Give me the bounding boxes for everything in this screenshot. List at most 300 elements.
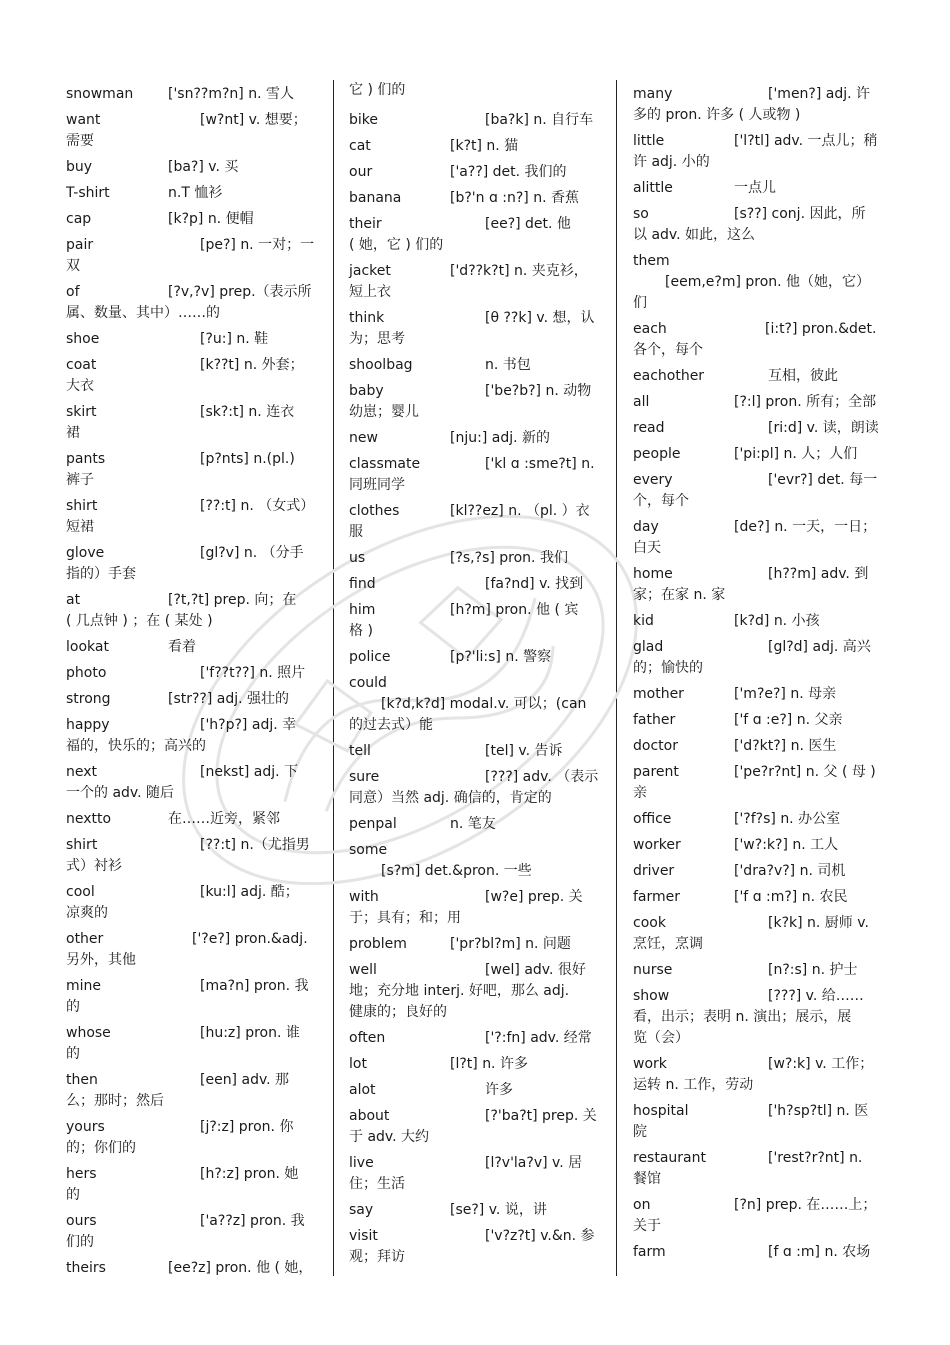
- vocabulary-entry: [349, 1153, 601, 1195]
- entry-word: pair: [66, 237, 94, 253]
- entry-pronunciation: ['v?z?t]: [485, 1228, 536, 1244]
- entry-definition: 一点儿: [734, 180, 776, 196]
- entry-definition-continued: 式）衬衫: [66, 858, 122, 874]
- entry-definition: n. 照片: [259, 665, 306, 681]
- entry-pronunciation: [h?:z]: [200, 1166, 240, 1182]
- vocabulary-entry: [66, 1117, 318, 1159]
- entry-definition-continued: 福的，快乐的；高兴的: [66, 738, 206, 754]
- vocabulary-entry: [66, 543, 318, 585]
- entry-word: lot: [349, 1056, 367, 1072]
- vocabulary-entry: [66, 1070, 318, 1112]
- vocabulary-entry: [349, 814, 601, 835]
- entry-pronunciation: [ku:l]: [200, 884, 237, 900]
- entry-word: cool: [66, 884, 95, 900]
- entry-word: home: [633, 566, 673, 582]
- vocabulary-entry: [349, 1200, 601, 1221]
- entry-pronunciation: ['?:fn]: [485, 1030, 526, 1046]
- entry-definition: v. 说，讲: [488, 1202, 547, 1218]
- vocabulary-entry: [349, 110, 601, 131]
- vocabulary-entry: [349, 308, 601, 350]
- entry-word: glad: [633, 639, 664, 655]
- entry-definition-continued: 裤子: [66, 472, 94, 488]
- entry-definition-continued: 属、数量、其中）……的: [66, 305, 220, 321]
- entry-definition-continued: 另外，其他: [66, 952, 136, 968]
- entry-definition: v. 居: [552, 1155, 583, 1171]
- entry-word: glove: [66, 545, 105, 561]
- entry-definition: pron.&det.: [801, 321, 877, 337]
- vocabulary-entry: [633, 84, 885, 126]
- entry-word: classmate: [349, 456, 421, 472]
- entry-definition: n. 一天，一日；: [774, 519, 877, 535]
- entry-definition: n. 农场: [824, 1244, 871, 1260]
- vocabulary-entry: [349, 428, 601, 449]
- vocabulary-entry: [66, 209, 318, 230]
- entry-word: on: [633, 1197, 651, 1213]
- entry-definition: n. 香蕉: [533, 190, 580, 206]
- entry-definition: n. 父亲: [796, 712, 843, 728]
- entry-word: T-shirt: [66, 185, 110, 201]
- vocabulary-entry: [349, 934, 601, 955]
- entry-definition-continued: 幼崽；婴儿: [349, 404, 419, 420]
- entry-pronunciation: ['f ɑ :m?]: [734, 889, 798, 905]
- entry-word: tell: [349, 743, 371, 759]
- entry-continuation: [349, 80, 601, 101]
- vocabulary-entry: [349, 355, 601, 376]
- entry-definition: v. 想要；: [248, 112, 307, 128]
- vocabulary-entry: [349, 960, 601, 1023]
- entry-word: well: [349, 962, 377, 978]
- vocabulary-entry: [633, 611, 885, 632]
- vocabulary-entry: [633, 319, 885, 361]
- entry-word: problem: [349, 936, 407, 952]
- entry-definition: n. 猫: [486, 138, 519, 154]
- entry-definition: prep. 向；在: [213, 592, 297, 608]
- vocabulary-entry: [633, 637, 885, 679]
- entry-definition-continued: 双: [66, 258, 80, 274]
- entry-definition: n. （女式）: [240, 498, 315, 514]
- entry-word: photo: [66, 665, 107, 681]
- entry-definition-continued: 健康的；良好的: [349, 1004, 447, 1020]
- vocabulary-entry: [633, 1195, 885, 1237]
- entry-pronunciation: [sk?:t]: [200, 404, 244, 420]
- entry-word: jacket: [349, 263, 391, 279]
- entry-word: our: [349, 164, 373, 180]
- entry-definition: n. （pl. ）衣: [508, 503, 590, 519]
- entry-word: about: [349, 1108, 390, 1124]
- entry-pronunciation: ['be?b?]: [485, 383, 542, 399]
- entry-pronunciation: [fa?nd]: [485, 576, 535, 592]
- entry-definition: v. 告诉: [518, 743, 563, 759]
- entry-word: next: [66, 764, 98, 780]
- entry-definition-continued: 为；思考: [349, 331, 405, 347]
- entry-definition: n. 自行车: [533, 112, 594, 128]
- entry-pronunciation: ['m?e?]: [734, 686, 786, 702]
- entry-word: so: [633, 206, 649, 222]
- entry-word: want: [66, 112, 101, 128]
- entry-definition-continued: 短上衣: [349, 284, 391, 300]
- entry-definition: v. 想，认: [536, 310, 595, 326]
- entry-pronunciation: [tel]: [485, 743, 514, 759]
- entry-definition: [s?m] det.&pron. 一些: [381, 863, 532, 879]
- vocabulary-entry: [633, 470, 885, 512]
- entry-pronunciation: [hu:z]: [200, 1025, 241, 1041]
- entry-definition: v. 买: [208, 159, 239, 175]
- entry-pronunciation: ['dra?v?]: [734, 863, 796, 879]
- vocabulary-entry: [349, 767, 601, 809]
- entry-definition-continued: 个，每个: [633, 493, 689, 509]
- entry-pronunciation: ['evr?]: [768, 472, 813, 488]
- entry-pronunciation: [ba?k]: [485, 112, 529, 128]
- entry-pronunciation: [?n]: [734, 1197, 762, 1213]
- entry-definition: adj. 幸: [251, 717, 297, 733]
- entry-word: lookat: [66, 639, 109, 655]
- entry-definition: n. 医生: [790, 738, 837, 754]
- entry-pronunciation: [?s,?s]: [450, 550, 495, 566]
- entry-pronunciation: ['w?:k?]: [734, 837, 788, 853]
- vocabulary-entry: [66, 84, 318, 105]
- entry-definition-continued: ( 她，它 ) 们的: [349, 237, 444, 253]
- vocabulary-entry: [349, 647, 601, 668]
- entry-word: buy: [66, 159, 93, 175]
- entry-definition: n. 外套；: [243, 357, 304, 373]
- entry-pronunciation: [j?:z]: [200, 1119, 235, 1135]
- entry-definition-continued: 的: [66, 1046, 80, 1062]
- entry-definition: adv. 很好: [524, 962, 586, 978]
- entry-pronunciation: [nekst]: [200, 764, 250, 780]
- vocabulary-entry: [66, 835, 318, 877]
- entry-definition: n. 连衣: [248, 404, 295, 420]
- entry-pronunciation: [ri:d]: [768, 420, 803, 436]
- entry-definition: pron. 他 ( 她，: [215, 1260, 313, 1276]
- entry-definition: 在……近旁，紧邻: [168, 811, 280, 827]
- entry-pronunciation: [k?k]: [768, 915, 803, 931]
- entry-pronunciation: ['kl ɑ :sme?t]: [485, 456, 577, 472]
- entry-definition-continued: 一个的 adv. 随后: [66, 785, 175, 801]
- entry-definition: pron. 谁: [245, 1025, 300, 1041]
- entry-word: office: [633, 811, 672, 827]
- entry-definition: n. 护士: [811, 962, 858, 978]
- entry-definition: v.&n. 参: [540, 1228, 595, 1244]
- entry-word: of: [66, 284, 80, 300]
- entry-word: visit: [349, 1228, 378, 1244]
- entry-word: hospital: [633, 1103, 689, 1119]
- entry-definition: adv. （表示: [522, 769, 599, 785]
- vocabulary-entry: [633, 444, 885, 465]
- vocabulary-entry: [633, 762, 885, 804]
- entry-word: shoolbag: [349, 357, 413, 373]
- entry-pronunciation: ['a??z]: [200, 1213, 246, 1229]
- entry-definition-continued: 的；愉快的: [633, 660, 703, 676]
- entry-definition: [k?d,k?d] modal.v. 可以；(can: [381, 696, 587, 712]
- entry-definition-continued: 的: [66, 1187, 80, 1203]
- entry-word: work: [633, 1056, 667, 1072]
- entry-definition-continued: 的过去式）能: [349, 717, 433, 733]
- vocabulary-entry: [349, 1080, 601, 1101]
- entry-word: their: [349, 216, 382, 232]
- entry-definition-continued: 凉爽的: [66, 905, 108, 921]
- entry-pronunciation: ['h?sp?tl]: [768, 1103, 833, 1119]
- entry-word: show: [633, 988, 670, 1004]
- entry-definition: det. 我们的: [492, 164, 567, 180]
- entry-word: restaurant: [633, 1150, 706, 1166]
- entry-definition-continued: 服: [349, 524, 363, 540]
- entry-pronunciation: [???]: [485, 769, 519, 785]
- entry-pronunciation: [l?v'la?v]: [485, 1155, 548, 1171]
- entry-word: theirs: [66, 1260, 106, 1276]
- entry-definition-continued: 院: [633, 1124, 647, 1140]
- entry-definition: n. 鞋: [236, 331, 269, 347]
- entry-pronunciation: [p?nts]: [200, 451, 249, 467]
- entry-definition: det. 他: [525, 216, 571, 232]
- entry-pronunciation: [f ɑ :m]: [768, 1244, 820, 1260]
- entry-definition-continued: 么；那时；然后: [66, 1093, 164, 1109]
- entry-definition-continued: 同班同学: [349, 477, 405, 493]
- entry-definition: 许多: [485, 1082, 513, 1098]
- entry-pronunciation: [h?m]: [450, 602, 491, 618]
- vocabulary-entry: [633, 1101, 885, 1143]
- entry-pronunciation: ['pi:pl]: [734, 446, 780, 462]
- vocabulary-entry: [66, 329, 318, 350]
- entry-definition: v. 给……: [805, 988, 864, 1004]
- vocabulary-entry: [66, 183, 318, 204]
- entry-definition: v. 找到: [539, 576, 584, 592]
- entry-pronunciation: ['d?kt?]: [734, 738, 787, 754]
- vocabulary-entry: [633, 564, 885, 606]
- vocabulary-entry: [66, 689, 318, 710]
- entry-pronunciation: [?u:]: [200, 331, 232, 347]
- entry-pronunciation: [i:t?]: [765, 321, 798, 337]
- entry-definition: prep. 关: [542, 1108, 597, 1124]
- entry-pronunciation: [k?d]: [734, 613, 770, 629]
- vocabulary-entry: [66, 402, 318, 444]
- entry-definition: n. 人；人们: [783, 446, 858, 462]
- vocabulary-entry: [349, 136, 601, 157]
- entry-word: worker: [633, 837, 681, 853]
- entry-pronunciation: [kl??ez]: [450, 503, 504, 519]
- entry-definition: n. 办公室: [780, 811, 841, 827]
- entry-word: live: [349, 1155, 374, 1171]
- vocabulary-entry: [633, 736, 885, 757]
- entry-word: often: [349, 1030, 386, 1046]
- entry-definition: adv. 那: [241, 1072, 290, 1088]
- entry-pronunciation: [k??t]: [200, 357, 240, 373]
- entry-word: yours: [66, 1119, 105, 1135]
- entry-definition: n. 厨师 v.: [807, 915, 869, 931]
- entry-definition: [eem,e?m] pron. 他（她，它）: [665, 274, 871, 290]
- entry-pronunciation: [pe?]: [200, 237, 236, 253]
- vocabulary-entry: [633, 861, 885, 882]
- vocabulary-entry: [349, 1028, 601, 1049]
- entry-definition: n. 许多: [482, 1056, 528, 1072]
- entry-word: whose: [66, 1025, 111, 1041]
- entry-definition-continued: 的: [66, 999, 80, 1015]
- entry-definition: pron. 我: [253, 978, 309, 994]
- entry-definition-continued: 大衣: [66, 378, 94, 394]
- vocabulary-entry: [66, 762, 318, 804]
- vocabulary-entry: [633, 887, 885, 908]
- entry-pronunciation: [gl?d]: [768, 639, 809, 655]
- entry-word: nurse: [633, 962, 673, 978]
- entry-definition-continued: 以 adv. 如此，这么: [633, 227, 756, 243]
- entry-word: day: [633, 519, 659, 535]
- entry-definition: n.: [581, 456, 595, 472]
- entry-definition-continued: 烹饪，烹调: [633, 936, 703, 952]
- vocabulary-entry: [633, 392, 885, 413]
- vocabulary-entry: [349, 673, 601, 736]
- entry-definition-continued: 于 adv. 大约: [349, 1129, 430, 1145]
- entry-pronunciation: ['d??k?t]: [450, 263, 510, 279]
- entry-pronunciation: [gl?v]: [200, 545, 240, 561]
- entry-definition: v. 读，朗读: [806, 420, 879, 436]
- entry-definition: 互相，彼此: [768, 368, 838, 384]
- entry-definition-continued: 们的: [66, 1234, 94, 1250]
- vocabulary-entry: [349, 261, 601, 303]
- entry-pronunciation: [str??]: [168, 691, 213, 707]
- entry-definition-continued: 运转 n. 工作，劳动: [633, 1077, 754, 1093]
- entry-definition-continued: 许 adj. 小的: [633, 154, 710, 170]
- entry-word: read: [633, 420, 665, 436]
- entry-word: sure: [349, 769, 380, 785]
- entry-definition-continued: 的；你们的: [66, 1140, 136, 1156]
- vocabulary-entry: [349, 741, 601, 762]
- entry-definition-continued: 裙: [66, 425, 80, 441]
- vocabulary-entry: [66, 929, 318, 971]
- entry-word: pants: [66, 451, 106, 467]
- entry-definition-continued: 亲: [633, 785, 647, 801]
- entry-pronunciation: ['a??]: [450, 164, 489, 180]
- entry-word: kid: [633, 613, 654, 629]
- entry-definition: n. 雪人: [248, 86, 294, 102]
- vocabulary-entry: [66, 355, 318, 397]
- vocabulary-column-1: [66, 84, 318, 1284]
- entry-pronunciation: [??:t]: [200, 837, 236, 853]
- vocabulary-entry: [349, 1106, 601, 1148]
- entry-definition-continued: 地；充分地 interj. 好吧，那么 adj.: [349, 983, 570, 999]
- entry-definition-continued: 多的 pron. 许多 ( 人或物 ): [633, 107, 801, 123]
- entry-word: bike: [349, 112, 378, 128]
- vocabulary-entry: [66, 809, 318, 830]
- entry-definition: n. （分手: [243, 545, 304, 561]
- entry-word: farmer: [633, 889, 681, 905]
- vocabulary-entry: [349, 840, 601, 882]
- entry-definition: n.(pl.): [253, 451, 295, 467]
- entry-definition-continued: 于；具有；和；用: [349, 910, 461, 926]
- entry-word: clothes: [349, 503, 400, 519]
- entry-definition-continued: 各个，每个: [633, 342, 703, 358]
- entry-definition-continued: 同意）当然 adj. 确信的，肯定的: [349, 790, 552, 806]
- entry-definition: n. 警察: [505, 649, 552, 665]
- entry-word: banana: [349, 190, 402, 206]
- entry-definition-continued: 观；拜访: [349, 1249, 405, 1265]
- entry-pronunciation: [l?t]: [450, 1056, 478, 1072]
- vocabulary-column-3: [633, 84, 885, 1268]
- entry-word: other: [66, 931, 104, 947]
- entry-definition: n. 小孩: [773, 613, 820, 629]
- entry-pronunciation: [??:t]: [200, 498, 236, 514]
- entry-word: new: [349, 430, 378, 446]
- entry-pronunciation: [w?nt]: [200, 112, 245, 128]
- vocabulary-entry: [633, 1242, 885, 1263]
- entry-definition-continued: 们: [633, 295, 647, 311]
- entry-definition-continued: 览（会）: [633, 1030, 689, 1046]
- vocabulary-entry: [633, 960, 885, 981]
- vocabulary-entry: [349, 1054, 601, 1075]
- entry-definition: n. 夹克衫，: [514, 263, 588, 279]
- entry-word: could: [349, 675, 387, 691]
- entry-word: shirt: [66, 837, 98, 853]
- entry-pronunciation: ['f ɑ :e?]: [734, 712, 793, 728]
- vocabulary-entry: [349, 548, 601, 569]
- entry-definition: n. 笔友: [450, 816, 496, 832]
- vocabulary-entry: [66, 715, 318, 757]
- entry-definition-continued: 指的）手套: [66, 566, 136, 582]
- entry-pronunciation: ['rest?r?nt]: [768, 1150, 845, 1166]
- entry-definition-continued: 看，出示；表明 n. 演出；展示，展: [633, 1009, 852, 1025]
- vocabulary-entry: [633, 1054, 885, 1096]
- entry-word: each: [633, 321, 667, 337]
- entry-word: cap: [66, 211, 92, 227]
- entry-definition-continued: 格 ): [349, 623, 373, 639]
- entry-definition: pron. 她: [243, 1166, 299, 1182]
- entry-pronunciation: [de?]: [734, 519, 770, 535]
- entry-word: mine: [66, 978, 102, 994]
- entry-definition: n. 书包: [485, 357, 531, 373]
- entry-definition: n.T 恤衫: [168, 185, 223, 201]
- vocabulary-entry: [633, 835, 885, 856]
- column-divider: [333, 80, 334, 1276]
- entry-definition-continued: 白天: [633, 540, 661, 556]
- vocabulary-entry: [633, 710, 885, 731]
- entry-pronunciation: ['?e?]: [192, 931, 231, 947]
- entry-definition: pron. 你: [238, 1119, 294, 1135]
- entry-word: some: [349, 842, 388, 858]
- entry-definition: n. 父 ( 母 ): [805, 764, 876, 780]
- vocabulary-entry: [633, 366, 885, 387]
- entry-definition: conj. 因此，所: [771, 206, 866, 222]
- entry-word: with: [349, 889, 379, 905]
- vocabulary-entry: [633, 809, 885, 830]
- vocabulary-entry: [349, 501, 601, 543]
- entry-definition: adv. 经常: [530, 1030, 592, 1046]
- entry-definition: pron. 我: [250, 1213, 305, 1229]
- entry-word: every: [633, 472, 673, 488]
- entry-pronunciation: [nju:]: [450, 430, 488, 446]
- vocabulary-entry: [349, 1226, 601, 1268]
- entry-pronunciation: ['?f?s]: [734, 811, 776, 827]
- vocabulary-entry: [633, 131, 885, 173]
- entry-definition-continued: 餐馆: [633, 1171, 661, 1187]
- vocabulary-entry: [633, 986, 885, 1049]
- vocabulary-entry: [66, 590, 318, 632]
- vocabulary-entry: [349, 214, 601, 256]
- vocabulary-entry: [633, 1148, 885, 1190]
- entry-pronunciation: [k?t]: [450, 138, 482, 154]
- entry-pronunciation: [een]: [200, 1072, 238, 1088]
- entry-word: say: [349, 1202, 374, 1218]
- vocabulary-entry: [66, 1023, 318, 1065]
- vocabulary-entry: [349, 188, 601, 209]
- entry-word: then: [66, 1072, 98, 1088]
- entry-definition: pron. 我们: [499, 550, 568, 566]
- vocabulary-entry: [66, 663, 318, 684]
- entry-pronunciation: [?'ba?t]: [485, 1108, 538, 1124]
- entry-pronunciation: [w?e]: [485, 889, 524, 905]
- entry-definition: 看着: [168, 639, 196, 655]
- vocabulary-entry: [66, 637, 318, 658]
- entry-word: eachother: [633, 368, 705, 384]
- entry-word: think: [349, 310, 385, 326]
- entry-pronunciation: [ee?z]: [168, 1260, 211, 1276]
